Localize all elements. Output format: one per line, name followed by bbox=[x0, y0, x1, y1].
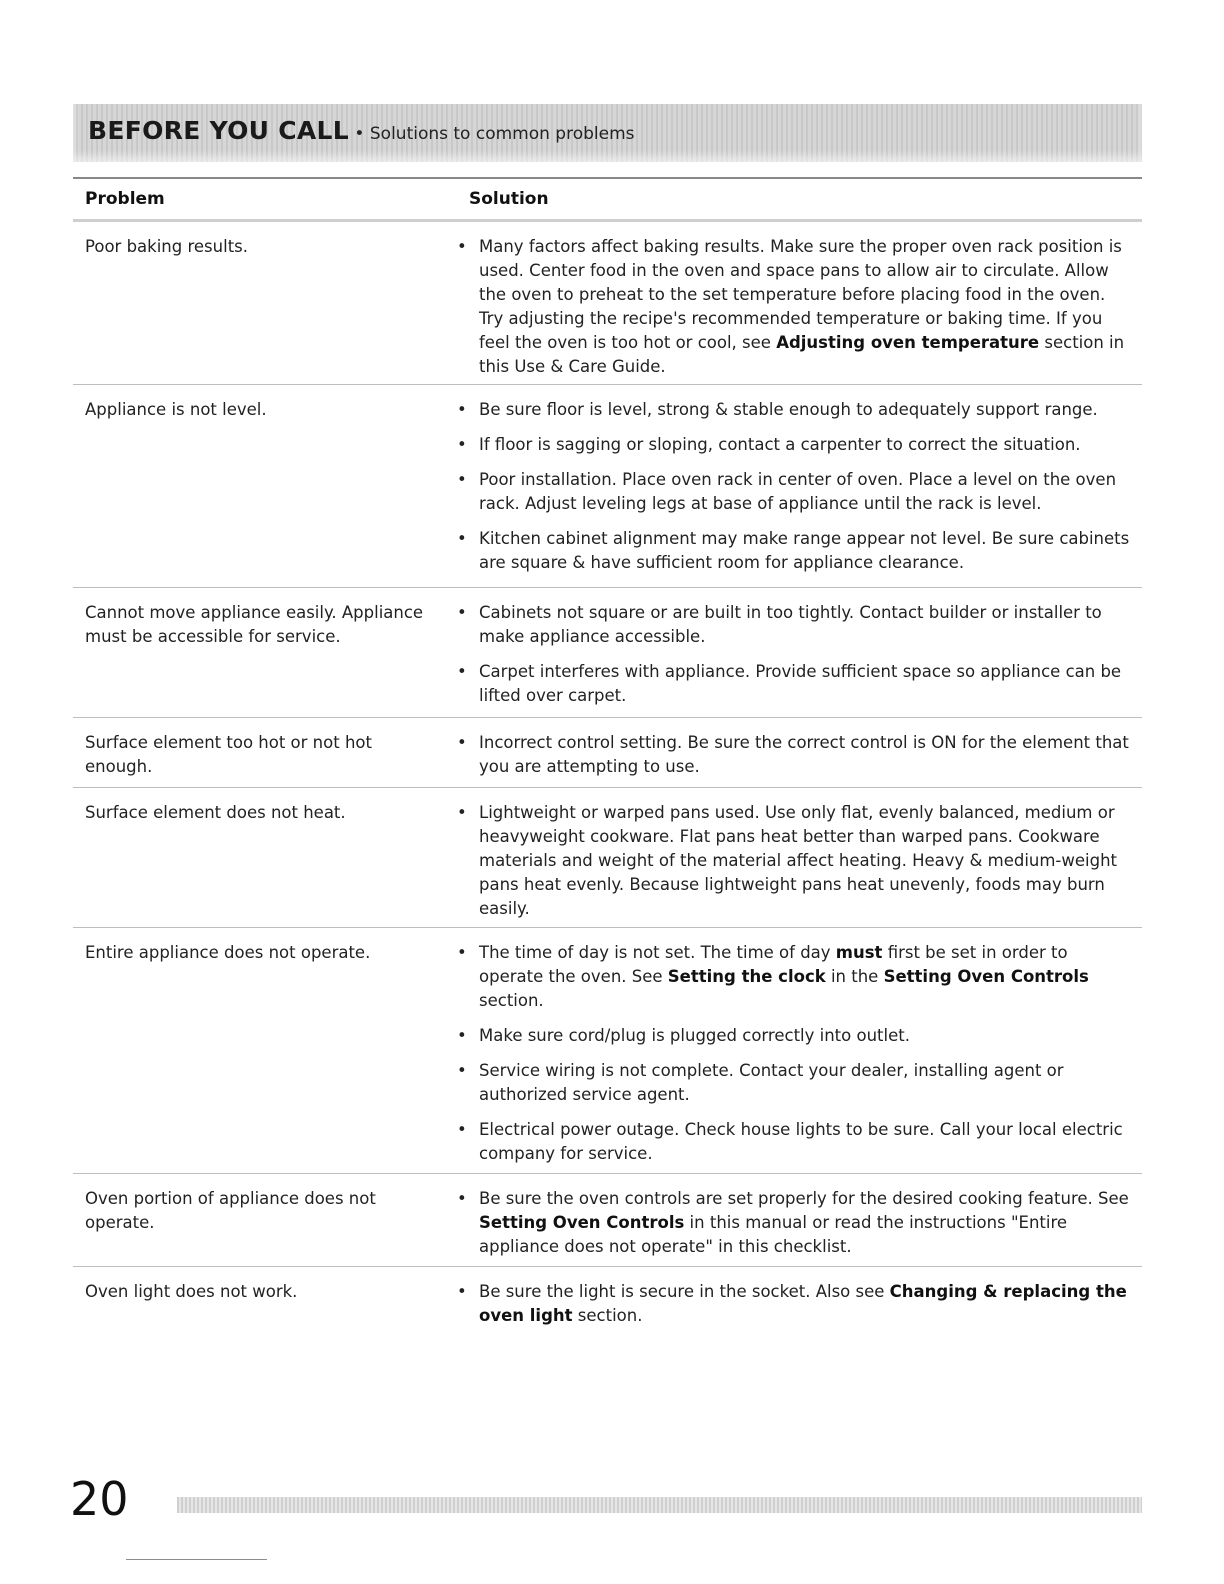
solution-text: Incorrect control setting. Be sure the correct control is ON for the element that you are attempting to use. bbox=[479, 733, 1129, 776]
solution-text: section. bbox=[479, 991, 544, 1010]
problem-text: Poor baking results. bbox=[85, 237, 249, 256]
solution-emphasis: Setting Oven Controls bbox=[883, 967, 1089, 986]
solution-text: section. bbox=[572, 1306, 643, 1325]
bullet-icon: • bbox=[457, 733, 467, 752]
table-row bbox=[73, 385, 1142, 588]
solution-item bbox=[453, 1187, 1133, 1259]
solution-text: Be sure the oven controls are set properly for the desired cooking feature. See bbox=[479, 1189, 1129, 1208]
solution-emphasis: must bbox=[835, 943, 883, 962]
bullet-icon: • bbox=[457, 803, 467, 822]
footer-decorative-bar bbox=[177, 1497, 1142, 1513]
solution-text: in this manual or read the instructions "Entire appliance does not operate" in this checklist. bbox=[479, 1213, 1068, 1256]
solution-item bbox=[453, 1280, 1133, 1328]
solution-text: Cabinets not square or are built in too tightly. Contact builder or installer to make appliance accessible. bbox=[479, 603, 1102, 646]
solution-item bbox=[453, 660, 1133, 708]
solution-item bbox=[453, 1118, 1133, 1166]
solution-list bbox=[453, 398, 1133, 586]
solution-item bbox=[453, 601, 1133, 649]
solution-text: Make sure cord/plug is plugged correctly into outlet. bbox=[479, 1026, 910, 1045]
solution-text: Poor installation. Place oven rack in center of oven. Place a level on the oven rack. Adjust leveling legs at base of appliance until the rack is level. bbox=[479, 470, 1117, 513]
table-row bbox=[73, 222, 1142, 385]
solution-item bbox=[453, 527, 1133, 575]
problem-text: Entire appliance does not operate. bbox=[85, 943, 371, 962]
solution-item bbox=[453, 941, 1133, 1013]
table-row bbox=[73, 1174, 1142, 1267]
solution-text: The time of day is not set. The time of day bbox=[479, 943, 836, 962]
solution-item bbox=[453, 468, 1133, 516]
solution-item bbox=[453, 801, 1133, 921]
bullet-icon: • bbox=[457, 1120, 467, 1139]
solution-text: Carpet interferes with appliance. Provide sufficient space so appliance can be lifted over carpet. bbox=[479, 662, 1122, 705]
solution-text: If floor is sagging or sloping, contact a carpenter to correct the situation. bbox=[479, 435, 1081, 454]
solution-list bbox=[453, 941, 1133, 1177]
solution-item bbox=[453, 433, 1133, 457]
table-header bbox=[73, 177, 1142, 222]
solution-list bbox=[453, 801, 1133, 932]
solution-item bbox=[453, 1059, 1133, 1107]
banner-subtitle: Solutions to common problems bbox=[369, 124, 635, 144]
problem-column-header: Problem bbox=[85, 189, 165, 209]
solution-list bbox=[453, 601, 1133, 719]
solution-list bbox=[453, 235, 1133, 390]
solution-list bbox=[453, 1280, 1133, 1339]
bullet-icon: • bbox=[457, 435, 467, 454]
bullet-icon: • bbox=[457, 1189, 467, 1208]
section-banner bbox=[73, 104, 1142, 162]
banner-title bbox=[88, 116, 635, 145]
solution-text: section in this Use & Care Guide. bbox=[479, 333, 1125, 376]
bullet-icon: • bbox=[457, 943, 467, 962]
solution-text: Lightweight or warped pans used. Use only flat, evenly balanced, medium or heavyweight cookware. Flat pans heat better than warped pans. Cookware materials and weight of the material affect heating. Heavy & medium-weight pans heat evenly. Because lightweight pans heat unevenly, foods may burn easily. bbox=[479, 803, 1118, 918]
solution-emphasis: Setting Oven Controls bbox=[479, 1213, 685, 1232]
solution-text: in the bbox=[825, 967, 884, 986]
blue-rule-line bbox=[126, 1559, 267, 1560]
troubleshooting-table bbox=[73, 177, 1142, 1352]
bullet-icon: • bbox=[457, 603, 467, 622]
bullet-icon: • bbox=[457, 662, 467, 681]
problem-text: Oven portion of appliance does not operate. bbox=[85, 1189, 376, 1232]
bullet-icon: • bbox=[457, 400, 467, 419]
solution-item bbox=[453, 731, 1133, 779]
bullet-icon: • bbox=[457, 1282, 467, 1301]
solution-emphasis: Setting the clock bbox=[667, 967, 826, 986]
table-row bbox=[73, 1267, 1142, 1352]
table-body bbox=[73, 222, 1142, 1352]
solution-item bbox=[453, 1024, 1133, 1048]
banner-main-title: BEFORE YOU CALL bbox=[88, 116, 350, 145]
solution-text: Many factors affect baking results. Make sure the proper oven rack position is used. Center food in the oven and space pans to allow air to circulate. Allow the oven to preheat to the set temperature before placing food in the oven. Try adjusting the recipe's recommended temperature or baking time. If you feel the oven is too hot or cool, see bbox=[479, 237, 1122, 352]
solution-list bbox=[453, 731, 1133, 790]
solution-emphasis: Adjusting oven temperature bbox=[776, 333, 1040, 352]
problem-text: Oven light does not work. bbox=[85, 1282, 298, 1301]
solution-item bbox=[453, 398, 1133, 422]
solution-text: first be set in order to operate the oven. See bbox=[479, 943, 1068, 986]
table-row bbox=[73, 928, 1142, 1174]
solution-text: Service wiring is not complete. Contact your dealer, installing agent or authorized service agent. bbox=[479, 1061, 1064, 1104]
solution-text: Be sure the light is secure in the socket. Also see bbox=[479, 1282, 890, 1301]
solution-text: Kitchen cabinet alignment may make range appear not level. Be sure cabinets are square & have sufficient room for appliance clearance. bbox=[479, 529, 1130, 572]
problem-text: Appliance is not level. bbox=[85, 400, 267, 419]
solution-emphasis: Changing & replacing the oven light bbox=[479, 1282, 1127, 1325]
solution-column-header: Solution bbox=[469, 189, 549, 209]
page-number: 20 bbox=[70, 1472, 129, 1526]
problem-text: Cannot move appliance easily. Appliance must be accessible for service. bbox=[85, 603, 424, 646]
solution-list bbox=[453, 1187, 1133, 1270]
problem-text: Surface element too hot or not hot enough. bbox=[85, 733, 372, 776]
problem-text: Surface element does not heat. bbox=[85, 803, 346, 822]
solution-item bbox=[453, 235, 1133, 379]
bullet-icon: • bbox=[457, 237, 467, 256]
solution-text: Be sure floor is level, strong & stable enough to adequately support range. bbox=[479, 400, 1098, 419]
bullet-icon: • bbox=[457, 1026, 467, 1045]
table-row bbox=[73, 788, 1142, 928]
table-row bbox=[73, 588, 1142, 718]
bullet-icon: • bbox=[457, 470, 467, 489]
banner-separator: • bbox=[349, 124, 370, 144]
solution-text: Electrical power outage. Check house lights to be sure. Call your local electric company for service. bbox=[479, 1120, 1123, 1163]
table-row bbox=[73, 718, 1142, 788]
bullet-icon: • bbox=[457, 1061, 467, 1080]
bullet-icon: • bbox=[457, 529, 467, 548]
